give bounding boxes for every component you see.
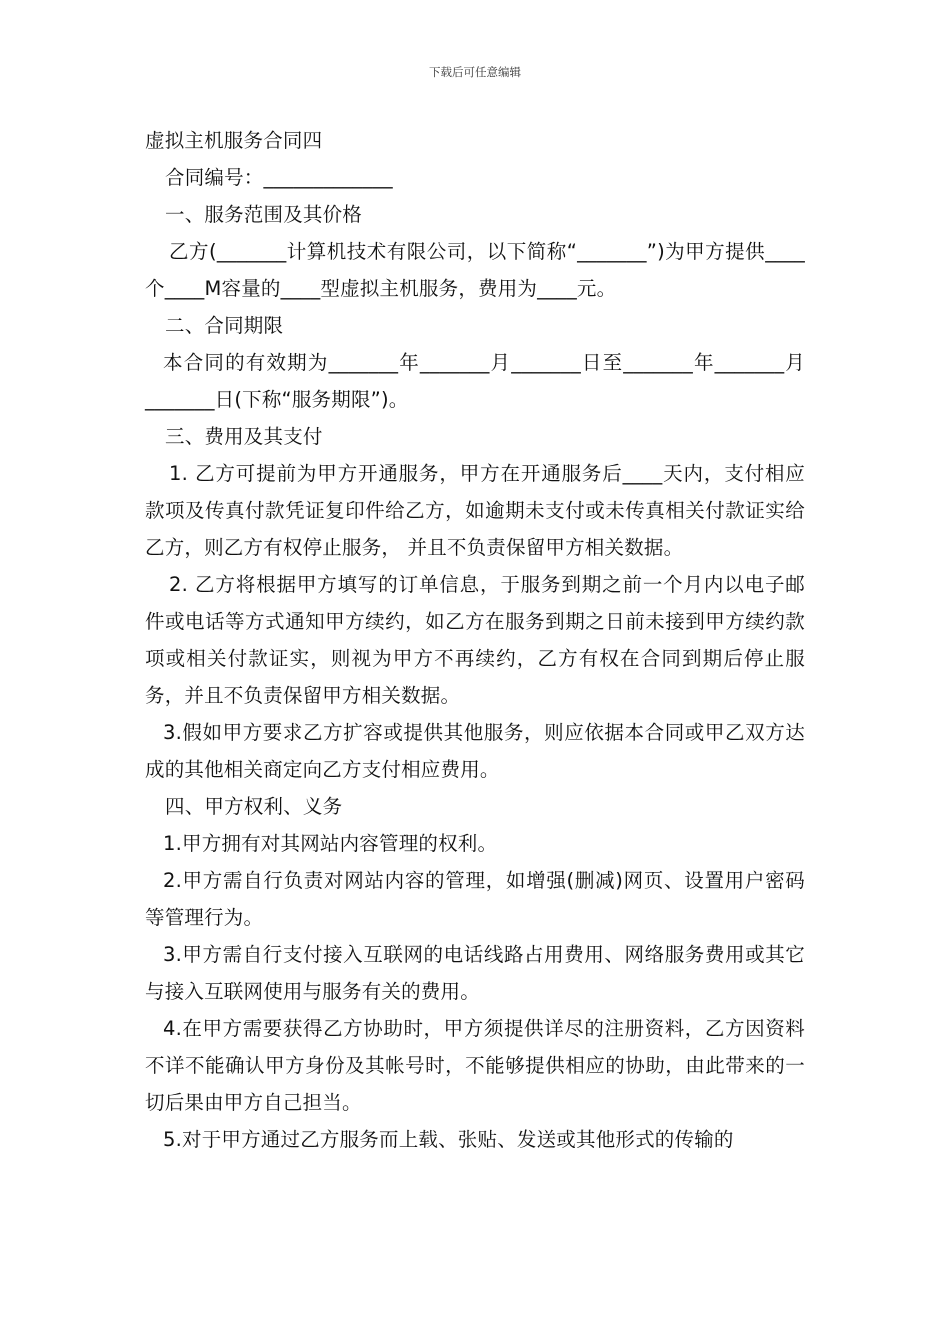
section-heading: 二、合同期限 [165,314,284,337]
paragraph: 2.甲方需自行负责对网站内容的管理，如增强(删减)网页、设置用户密码等管理行为。 [145,869,805,929]
paragraph: 1.甲方拥有对其网站内容管理的权利。 [163,832,498,855]
section-heading: 四、甲方权利、义务 [165,795,343,818]
paragraph: 乙方(_______计算机技术有限公司，以下简称“_______”)为甲方提供____个____M容量的____型虚拟主机服务，费用为____元。 [145,240,805,300]
section-heading: 一、服务范围及其价格 [165,203,363,226]
paragraph: 2. 乙方将根据甲方填写的订单信息，于服务到期之前一个月内以电子邮件或电话等方式通知甲方续约，如乙方在服务到期之日前未接到甲方续约款项或相关付款证实，则视为甲方不再续约，乙方有权在合同到期后停止服务，并且不负责保留甲方相关数据。 [145,573,805,707]
paragraph: 4.在甲方需要获得乙方协助时，甲方须提供详尽的注册资料，乙方因资料不详不能确认甲方身份及其帐号时，不能够提供相应的协助，由此带来的一切后果由甲方自己担当。 [145,1017,805,1114]
section-heading: 三、费用及其支付 [165,425,323,448]
paragraph: 1. 乙方可提前为甲方开通服务，甲方在开通服务后____天内，支付相应款项及传真付款凭证复印件给乙方，如逾期未支付或未传真相关付款证实给乙方，则乙方有权停止服务， 并且不负责保留甲方相关数据。 [145,462,805,559]
page-header-note: 下载后可任意编辑 [429,65,521,79]
document-title: 虚拟主机服务合同四 [145,129,323,152]
document-body [145,122,805,1158]
paragraph: 3.甲方需自行支付接入互联网的电话线路占用费用、网络服务费用或其它与接入互联网使用与服务有关的费用。 [145,943,805,1003]
paragraph: 3.假如甲方要求乙方扩容或提供其他服务，则应依据本合同或甲乙双方达成的其他相关商定向乙方支付相应费用。 [145,721,805,781]
paragraph: 5.对于甲方通过乙方服务而上载、张贴、发送或其他形式的传输的 [163,1128,734,1151]
contract-number: 合同编号：_____________ [165,166,393,189]
paragraph: 本合同的有效期为_______年_______月_______日至_______年_______月_______日(下称“服务期限”)。 [145,351,805,411]
